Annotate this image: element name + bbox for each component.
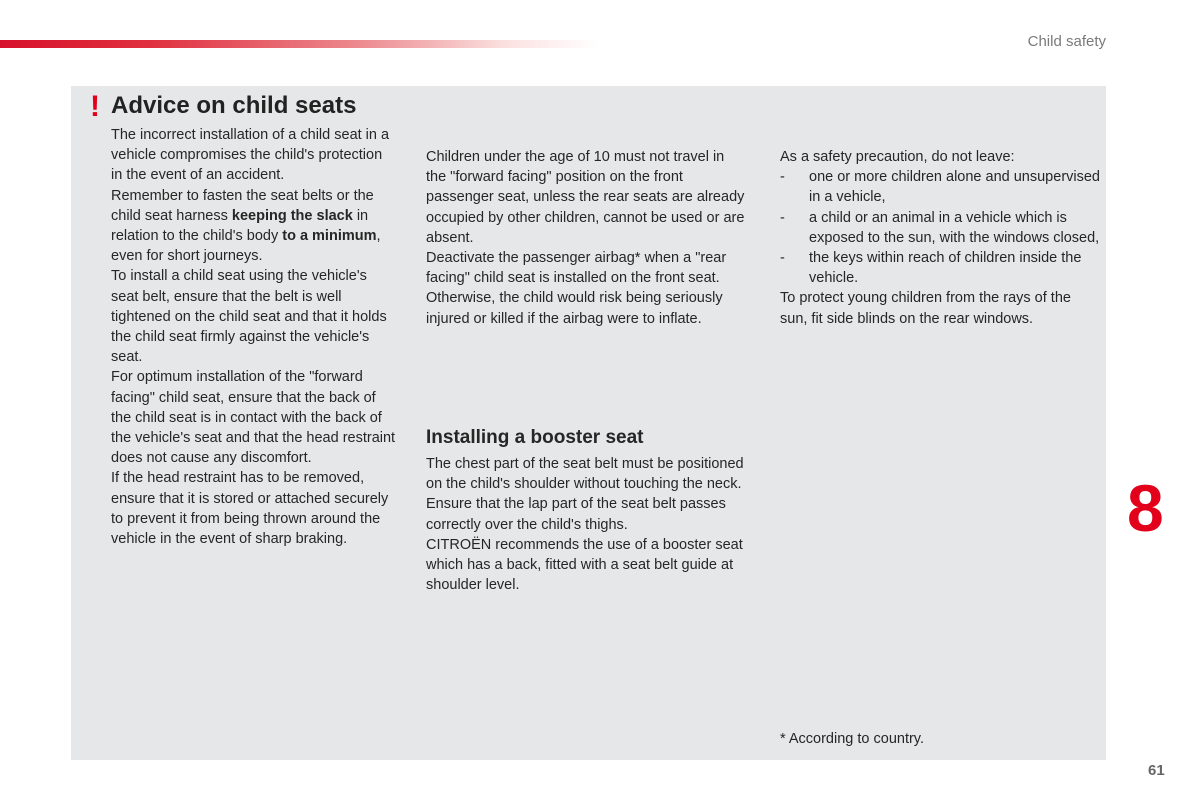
emphasis-slack: keeping the slack [231,207,353,224]
list-item: - one or more children alone and unsupervised in a vehicle, [780,169,1100,206]
section-title: Child safety [1027,33,1106,50]
chapter-number: 8 [1127,471,1164,545]
header-accent-bar [0,40,600,48]
column-booster [426,454,748,595]
footnote: * According to country. [780,731,925,747]
paragraph-recommendation: CITROËN recommends the use of a booster seat which has a back, fitted with a seat belt guide at shoulder level. [426,536,743,594]
paragraph-lap-belt: Ensure that the lap part of the seat belt passes correctly over the child's thighs. [426,496,726,533]
emphasis-minimum: to a minimum [282,228,377,245]
paragraph-head-restraint: If the head restraint has to be removed, ensure that it is stored or attached securely to prevent it from being thrown around the vehicle in the event of sharp braking. [111,470,389,548]
paragraph-precaution-intro: As a safety precaution, do not leave: [780,149,1015,165]
page-title: Advice on child seats [111,92,357,119]
page-number: 61 [1148,762,1165,779]
paragraph-sun-blinds: To protect young children from the rays of the sun, fit side blinds on the rear windows. [780,290,1071,327]
column-front-seat [426,147,748,329]
paragraph-risk-injury: Otherwise, the child would risk being seriously injured or killed if the airbag were to inflate. [426,290,723,327]
paragraph-forward-facing: For optimum installation of the "forward facing" child seat, ensure that the back of the child seat is in contact with the back of the vehicle's seat and that the head restraint does not cause any discomfort. [111,369,396,467]
list-item: - the keys within reach of children inside the vehicle. [780,250,1082,287]
paragraph-installation-risk: The incorrect installation of a child seat in a vehicle compromises the child's protection in the event of an accident. [111,127,390,184]
list-item: - a child or an animal in a vehicle which is exposed to the sun, with the windows closed, [780,209,1100,246]
column-advice [111,125,396,549]
paragraph-under-ten: Children under the age of 10 must not travel in the "forward facing" position on the front passenger seat, unless the rear seats are already occupied by other children, cannot be used or are absent. [426,149,745,246]
paragraph-install-with-belt: To install a child seat using the vehicle's seat belt, ensure that the belt is well tightened on the child seat and that it holds the child seat firmly against the vehicle's seat. [111,268,387,366]
booster-seat-heading: Installing a booster seat [426,427,644,448]
warning-icon: ! [90,90,100,123]
column-precautions [780,147,1100,329]
paragraph-deactivate-airbag: Deactivate the passenger airbag* when a "rear facing" child seat is installed on the front seat. [426,250,727,287]
paragraph-chest-belt: The chest part of the seat belt must be positioned on the child's shoulder without touching the neck. [426,456,744,493]
paragraph-seat-belts: Remember to fasten the seat belts or the child seat harness keeping the slack in relation to the child's body to a minimum, even for short journeys. [111,187,381,265]
